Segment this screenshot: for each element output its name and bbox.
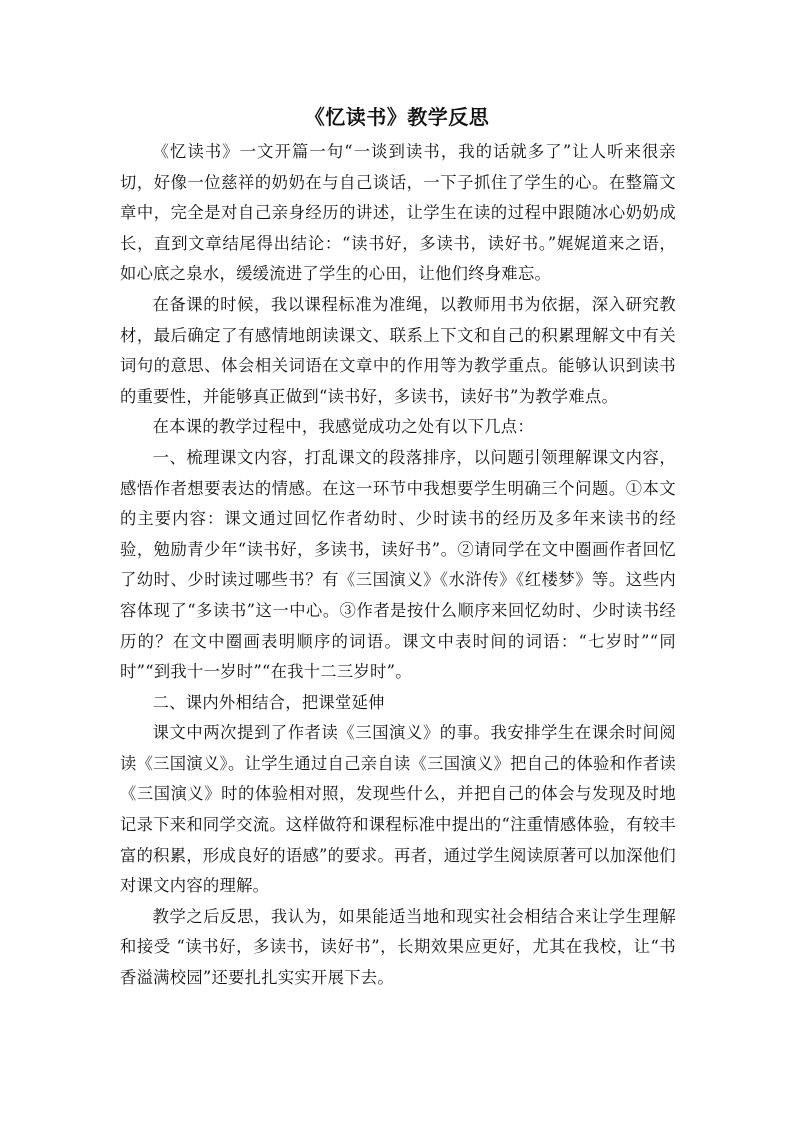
paragraph-point-two-body: 课文中两次提到了作者读《三国演义》的事。我安排学生在课余时间阅读《三国演义》。让学生通过自己亲自读《三国演义》把自己的体验和作者读《三国演义》时的体验相对照，发现些什么，并把自己的体会与发现及时地记录下来和同学交流。这样做符和课程标准中提出的“注重情感体验，有较丰富的积累，形成良好的语感”的要求。再者，通过学生阅读原著可以加深他们对课文内容的理解。 <box>120 723 676 896</box>
page-title: 《忆读书》教学反思 <box>304 105 490 129</box>
paragraph-point-two-heading: 二、课内外相结合，把课堂延伸 <box>152 692 385 712</box>
document-body <box>120 137 676 994</box>
paragraph-reflection: 教学之后反思，我认为，如果能适当地和现实社会相结合来让学生理解和接受 “读书好，多读书，读好书”，长期效果应更好，尤其在我校，让“书香溢满校园”还要扎扎实实开展下去。 <box>120 906 676 988</box>
paragraph-success-intro: 在本课的教学过程中，我感觉成功之处有以下几点： <box>152 417 534 437</box>
paragraph-intro: 《忆读书》一文开篇一句“一谈到读书，我的话就多了”让人听来很亲切，好像一位慈祥的奶奶在与自己谈话，一下子抓住了学生的心。在整篇文章中，完全是对自己亲身经历的讲述，让学生在读的过程中跟随冰心奶奶成长，直到文章结尾得出结论：“读书好，多读书，读好书。”娓娓道来之语，如心底之泉水，缓缓流进了学生的心田，让他们终身难忘。 <box>120 142 676 284</box>
paragraph-point-one: 一、梳理课文内容，打乱课文的段落排序，以问题引领理解课文内容，感悟作者想要表达的情感。在这一环节中我想要学生明确三个问题。①本文的主要内容：课文通过回忆作者幼时、少时读书的经历及多年来读书的经验，勉励青少年“读书好，多读书，读好书”。②请同学在文中圈画作者回忆了幼时、少时读过哪些书？有《三国演义》《水浒传》《红楼梦》等。这些内容体现了“多读书”这一中心。③作者是按什么顺序来回忆幼时、少时读书经历的？在文中圈画表明顺序的词语。课文中表时间的词语：“七岁时”“同时”“到我十一岁时”“在我十二三岁时”。 <box>120 447 676 682</box>
paragraph-preparation: 在备课的时候，我以课程标准为准绳，以教师用书为依据，深入研究教材，最后确定了有感情地朗读课文、联系上下文和自己的积累理解文中有关词句的意思、体会相关词语在文章中的作用等为教学重点。能够认识到读书的重要性，并能够真正做到“读书好，多读书，读好书”为教学难点。 <box>120 294 676 406</box>
